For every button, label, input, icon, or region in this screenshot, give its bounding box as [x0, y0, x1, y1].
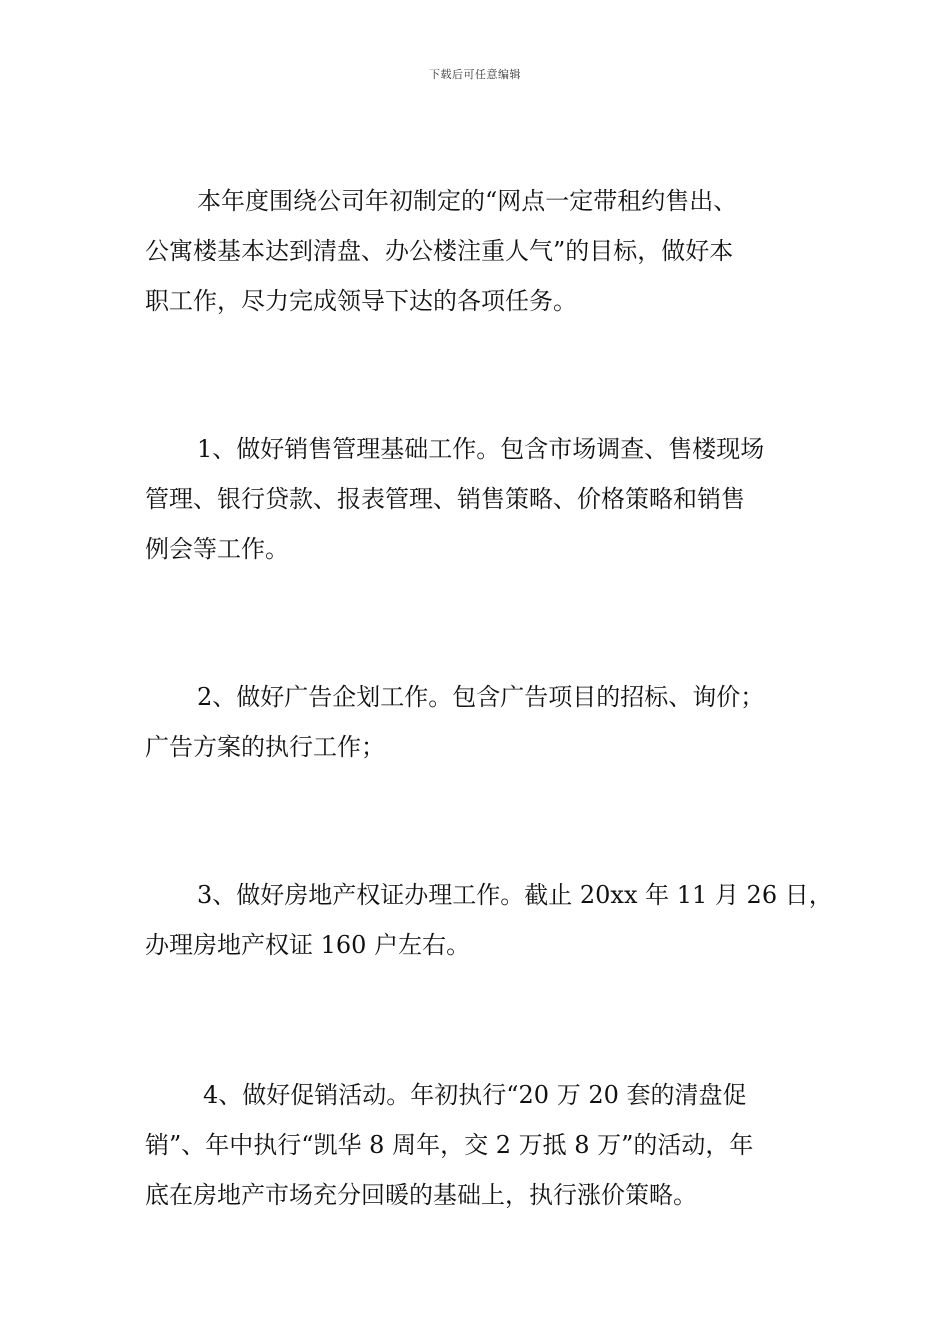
text-line: 办理房地产权证 160 户左右。: [145, 931, 471, 959]
text-line: 3、做好房地产权证办理工作。截止 20xx 年 11 月 26 日，: [197, 881, 833, 909]
text-line: 2、做好广告企划工作。包含广告项目的招标、询价；: [197, 683, 765, 711]
text-line: 1、做好销售管理基础工作。包含市场调查、售楼现场: [197, 435, 765, 463]
paragraph-item-2: [145, 672, 813, 772]
text-line: 本年度围绕公司年初制定的“网点一定带租约售出、: [197, 187, 738, 215]
text-line: 例会等工作。: [145, 535, 289, 563]
text-line: 管理、银行贷款、报表管理、销售策略、价格策略和销售: [145, 485, 745, 513]
text-line: 底在房地产市场充分回暖的基础上，执行涨价策略。: [145, 1181, 697, 1209]
text-line: 广告方案的执行工作；: [145, 733, 385, 761]
paragraph-item-3: [145, 870, 833, 970]
text-line: 销”、年中执行“凯华 8 周年，交 2 万抵 8 万”的活动，年: [145, 1131, 754, 1159]
text-line: 4、做好促销活动。年初执行“20 万 20 套的清盘促: [203, 1081, 747, 1109]
text-line: 职工作，尽力完成领导下达的各项任务。: [145, 287, 577, 315]
paragraph-intro: [145, 176, 813, 326]
page-header: 下载后可任意编辑: [429, 68, 521, 81]
paragraph-item-1: [145, 424, 813, 574]
text-line: 公寓楼基本达到清盘、办公楼注重人气”的目标，做好本: [145, 237, 734, 265]
paragraph-item-4: [145, 1070, 813, 1220]
